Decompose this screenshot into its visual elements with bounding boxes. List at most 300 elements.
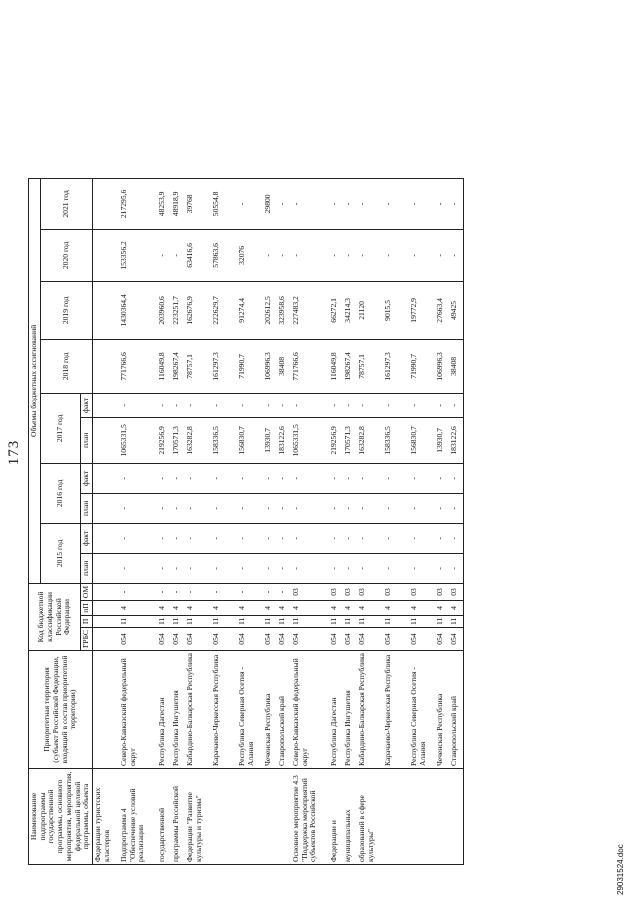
- row-value-cell: -: [383, 393, 409, 417]
- table-row: [211, 178, 237, 864]
- row-om-cell: -: [263, 583, 277, 600]
- row-value-cell: -: [277, 523, 291, 553]
- table-row: [449, 178, 464, 864]
- row-value-cell: 9015,5: [383, 281, 409, 339]
- header-fact-2017: факт: [81, 393, 93, 417]
- row-name-cell: образований в сфере культуры": [357, 769, 383, 865]
- budget-table: [28, 178, 464, 865]
- header-fact-2015: факт: [81, 523, 93, 553]
- row-value-cell: 13930,7: [435, 417, 449, 463]
- row-om-cell: -: [119, 583, 157, 600]
- row-om-cell: -: [211, 583, 237, 600]
- row-value-cell: -: [449, 493, 464, 523]
- row-value-cell: -: [157, 393, 171, 417]
- row-territory-cell: Республика Дагестан: [157, 651, 171, 769]
- row-name-cell: государственной: [157, 769, 171, 865]
- row-value-cell: -: [449, 553, 464, 583]
- row-value-cell: -: [185, 553, 211, 583]
- row-value-cell: -: [291, 229, 329, 281]
- header-fact-2016: факт: [81, 463, 93, 493]
- row-value-cell: [93, 229, 120, 281]
- row-om-cell: -: [185, 583, 211, 600]
- row-value-cell: 57863,6: [211, 229, 237, 281]
- row-grbs-cell: 054: [171, 628, 185, 651]
- row-value-cell: 1065331,5: [291, 417, 329, 463]
- row-value-cell: -: [171, 463, 185, 493]
- row-value-cell: [93, 281, 120, 339]
- row-value-cell: -: [409, 393, 435, 417]
- row-value-cell: -: [157, 229, 171, 281]
- row-territory-cell: Ставропольский край: [277, 651, 291, 769]
- row-name-cell: Федерации "Развитие культуры и туризма": [185, 769, 211, 865]
- row-value-cell: -: [211, 463, 237, 493]
- row-value-cell: -: [211, 553, 237, 583]
- row-value-cell: -: [357, 493, 383, 523]
- header-gp: П: [81, 615, 93, 627]
- row-name-cell: [277, 769, 291, 865]
- row-pgp-cell: 4: [343, 601, 357, 616]
- row-grbs-cell: 054: [449, 628, 464, 651]
- row-value-cell: -: [383, 493, 409, 523]
- row-value-cell: -: [185, 393, 211, 417]
- row-gp-cell: 11: [357, 615, 383, 627]
- row-value-cell: -: [185, 463, 211, 493]
- row-value-cell: -: [171, 553, 185, 583]
- row-value-cell: -: [343, 523, 357, 553]
- row-gp-cell: 11: [211, 615, 237, 627]
- row-gp-cell: 11: [409, 615, 435, 627]
- row-value-cell: -: [237, 178, 263, 229]
- row-value-cell: -: [237, 493, 263, 523]
- row-gp-cell: 11: [277, 615, 291, 627]
- row-value-cell: [93, 417, 120, 463]
- row-value-cell: -: [449, 178, 464, 229]
- row-value-cell: -: [329, 393, 343, 417]
- header-territory: Приоритетная территория (субъект Российской Федерации, входящий в состав приоритетной территории): [29, 651, 93, 769]
- row-grbs-cell: 054: [409, 628, 435, 651]
- table-row: [383, 178, 409, 864]
- row-value-cell: 48253,9: [157, 178, 171, 229]
- row-value-cell: -: [119, 463, 157, 493]
- row-grbs-cell: 054: [435, 628, 449, 651]
- page-number: 173: [6, 439, 22, 466]
- row-value-cell: -: [171, 229, 185, 281]
- row-value-cell: 170571,3: [171, 417, 185, 463]
- row-grbs-cell: 054: [119, 628, 157, 651]
- header-kbk: Код бюджетной классификации Российской Федерации: [29, 583, 81, 650]
- row-territory-cell: Северо-Кавказский федеральный округ: [291, 651, 329, 769]
- table-row: [343, 178, 357, 864]
- row-gp-cell: 11: [329, 615, 343, 627]
- header-year-2019: 2019 год: [40, 281, 92, 339]
- header-year-2017: 2017 год: [40, 393, 81, 463]
- row-value-cell: 49425: [449, 281, 464, 339]
- row-value-cell: -: [157, 553, 171, 583]
- row-value-cell: -: [329, 178, 343, 229]
- row-value-cell: 21120: [357, 281, 383, 339]
- row-value-cell: -: [157, 523, 171, 553]
- row-value-cell: -: [277, 493, 291, 523]
- row-om-cell: -: [277, 583, 291, 600]
- row-value-cell: -: [277, 393, 291, 417]
- row-gp-cell: 11: [343, 615, 357, 627]
- row-value-cell: -: [171, 393, 185, 417]
- row-value-cell: [93, 463, 120, 493]
- row-om-cell: 03: [343, 583, 357, 600]
- row-value-cell: -: [329, 523, 343, 553]
- row-value-cell: -: [435, 229, 449, 281]
- header-year-2018: 2018 год: [40, 339, 92, 393]
- row-value-cell: 219256,9: [157, 417, 171, 463]
- table-row: [291, 178, 329, 864]
- row-value-cell: 38408: [449, 339, 464, 393]
- row-value-cell: -: [277, 178, 291, 229]
- row-value-cell: -: [343, 229, 357, 281]
- row-value-cell: 38408: [277, 339, 291, 393]
- row-value-cell: -: [263, 393, 277, 417]
- row-value-cell: [93, 339, 120, 393]
- header-year-2020: 2020 год: [40, 229, 92, 281]
- row-value-cell: 222629,7: [211, 281, 237, 339]
- row-value-cell: -: [449, 393, 464, 417]
- row-value-cell: 106996,3: [435, 339, 449, 393]
- row-territory-cell: Чеченская Республика: [263, 651, 277, 769]
- row-pgp-cell: [93, 601, 120, 616]
- row-om-cell: 03: [383, 583, 409, 600]
- row-value-cell: 161297,3: [211, 339, 237, 393]
- row-value-cell: 91274,4: [237, 281, 263, 339]
- row-value-cell: -: [383, 553, 409, 583]
- row-value-cell: -: [383, 463, 409, 493]
- row-value-cell: 170571,3: [343, 417, 357, 463]
- row-value-cell: -: [211, 393, 237, 417]
- row-pgp-cell: 4: [263, 601, 277, 616]
- row-value-cell: -: [329, 553, 343, 583]
- row-value-cell: 183122,6: [449, 417, 464, 463]
- header-plan-2017: план: [81, 417, 93, 463]
- row-value-cell: -: [291, 493, 329, 523]
- row-om-cell: 03: [291, 583, 329, 600]
- header-grbs: ГРБС: [81, 628, 93, 651]
- row-grbs-cell: 054: [291, 628, 329, 651]
- row-value-cell: -: [409, 178, 435, 229]
- row-value-cell: -: [435, 393, 449, 417]
- row-name-cell: [435, 769, 449, 865]
- row-om-cell: 03: [449, 583, 464, 600]
- row-value-cell: -: [237, 523, 263, 553]
- row-value-cell: -: [291, 523, 329, 553]
- row-value-cell: 227483,2: [291, 281, 329, 339]
- row-territory-cell: Республика Северная Осетия - Алания: [409, 651, 435, 769]
- row-value-cell: -: [357, 178, 383, 229]
- row-value-cell: 158336,5: [383, 417, 409, 463]
- table-row: [409, 178, 435, 864]
- row-value-cell: 203960,6: [157, 281, 171, 339]
- row-value-cell: -: [185, 493, 211, 523]
- row-name-cell: программы Российской: [171, 769, 185, 865]
- row-value-cell: 63416,6: [185, 229, 211, 281]
- row-pgp-cell: 4: [171, 601, 185, 616]
- table-row: [93, 178, 120, 864]
- row-name-cell: [383, 769, 409, 865]
- row-value-cell: -: [171, 493, 185, 523]
- row-pgp-cell: 4: [449, 601, 464, 616]
- row-gp-cell: 11: [435, 615, 449, 627]
- table-row: [157, 178, 171, 864]
- row-value-cell: 163282,8: [357, 417, 383, 463]
- row-value-cell: -: [291, 463, 329, 493]
- row-value-cell: 198267,4: [343, 339, 357, 393]
- row-value-cell: -: [157, 463, 171, 493]
- row-territory-cell: Карачаево-Черкесская Республика: [211, 651, 237, 769]
- row-grbs-cell: 054: [357, 628, 383, 651]
- row-value-cell: -: [277, 463, 291, 493]
- row-value-cell: -: [357, 553, 383, 583]
- row-value-cell: -: [357, 463, 383, 493]
- row-value-cell: -: [435, 463, 449, 493]
- row-value-cell: 771766,6: [291, 339, 329, 393]
- row-om-cell: 03: [329, 583, 343, 600]
- row-grbs-cell: 054: [237, 628, 263, 651]
- row-value-cell: -: [263, 463, 277, 493]
- row-value-cell: 771766,6: [119, 339, 157, 393]
- row-value-cell: 223251,7: [171, 281, 185, 339]
- row-value-cell: -: [343, 493, 357, 523]
- row-value-cell: 161297,3: [383, 339, 409, 393]
- row-value-cell: -: [119, 393, 157, 417]
- table-row: [277, 178, 291, 864]
- table-header: [29, 178, 93, 864]
- row-value-cell: 29800: [263, 178, 277, 229]
- row-gp-cell: 11: [383, 615, 409, 627]
- row-territory-cell: Республика Ингушетия: [343, 651, 357, 769]
- row-name-cell: [237, 769, 263, 865]
- row-territory-cell: Кабардино-Балкарская Республика: [357, 651, 383, 769]
- row-territory-cell: Республика Ингушетия: [171, 651, 185, 769]
- row-territory-cell: Республика Северная Осетия - Алания: [237, 651, 263, 769]
- row-grbs-cell: 054: [263, 628, 277, 651]
- row-value-cell: -: [409, 523, 435, 553]
- row-value-cell: -: [435, 523, 449, 553]
- row-pgp-cell: 4: [119, 601, 157, 616]
- row-value-cell: 1065331,5: [119, 417, 157, 463]
- row-name-cell: [263, 769, 277, 865]
- row-gp-cell: 11: [185, 615, 211, 627]
- row-value-cell: -: [329, 493, 343, 523]
- row-value-cell: -: [119, 553, 157, 583]
- row-value-cell: 32076: [237, 229, 263, 281]
- row-value-cell: 162676,9: [185, 281, 211, 339]
- row-name-cell: [449, 769, 464, 865]
- row-value-cell: -: [263, 493, 277, 523]
- row-value-cell: -: [291, 553, 329, 583]
- row-value-cell: 156830,7: [409, 417, 435, 463]
- row-value-cell: -: [343, 553, 357, 583]
- header-year-2015: 2015 год: [40, 523, 81, 583]
- row-value-cell: -: [357, 393, 383, 417]
- row-value-cell: -: [277, 229, 291, 281]
- table-row: [171, 178, 185, 864]
- row-pgp-cell: 4: [237, 601, 263, 616]
- table-row: [329, 178, 343, 864]
- row-value-cell: -: [409, 493, 435, 523]
- row-value-cell: -: [357, 229, 383, 281]
- row-value-cell: 27663,4: [435, 281, 449, 339]
- row-value-cell: -: [409, 463, 435, 493]
- row-value-cell: -: [291, 178, 329, 229]
- row-value-cell: 219256,9: [329, 417, 343, 463]
- row-value-cell: -: [211, 523, 237, 553]
- row-pgp-cell: 4: [383, 601, 409, 616]
- table-row: [119, 178, 157, 864]
- row-name-cell: [409, 769, 435, 865]
- row-value-cell: 323958,6: [277, 281, 291, 339]
- row-value-cell: -: [449, 463, 464, 493]
- row-value-cell: -: [449, 229, 464, 281]
- row-gp-cell: [93, 615, 120, 627]
- row-value-cell: 48918,9: [171, 178, 185, 229]
- row-value-cell: 71990,7: [237, 339, 263, 393]
- row-value-cell: -: [157, 493, 171, 523]
- row-value-cell: -: [237, 393, 263, 417]
- row-value-cell: 116049,8: [329, 339, 343, 393]
- row-om-cell: -: [157, 583, 171, 600]
- row-pgp-cell: 4: [211, 601, 237, 616]
- row-grbs-cell: 054: [343, 628, 357, 651]
- row-value-cell: 217295,6: [119, 178, 157, 229]
- row-pgp-cell: 4: [357, 601, 383, 616]
- row-value-cell: -: [383, 523, 409, 553]
- table-row: [357, 178, 383, 864]
- row-pgp-cell: 4: [277, 601, 291, 616]
- row-value-cell: 13930,7: [263, 417, 277, 463]
- row-value-cell: -: [263, 523, 277, 553]
- row-name-cell: Подпрограмма 4 "Обеспечение условий реализации: [119, 769, 157, 865]
- row-value-cell: -: [383, 178, 409, 229]
- row-value-cell: -: [435, 553, 449, 583]
- row-value-cell: -: [357, 523, 383, 553]
- row-value-cell: 50554,8: [211, 178, 237, 229]
- row-value-cell: -: [409, 229, 435, 281]
- row-territory-cell: Кабардино-Балкарская Республика: [185, 651, 211, 769]
- row-gp-cell: 11: [291, 615, 329, 627]
- row-value-cell: 106996,3: [263, 339, 277, 393]
- row-value-cell: [93, 553, 120, 583]
- row-om-cell: 03: [357, 583, 383, 600]
- row-grbs-cell: 054: [211, 628, 237, 651]
- row-value-cell: -: [237, 463, 263, 493]
- row-gp-cell: 11: [157, 615, 171, 627]
- row-gp-cell: 11: [449, 615, 464, 627]
- row-value-cell: 71990,7: [409, 339, 435, 393]
- row-value-cell: [93, 178, 120, 229]
- table-body: [93, 178, 464, 864]
- row-value-cell: -: [185, 523, 211, 553]
- row-om-cell: 03: [435, 583, 449, 600]
- header-plan-2015: план: [81, 553, 93, 583]
- row-territory-cell: [93, 651, 120, 769]
- row-pgp-cell: 4: [435, 601, 449, 616]
- row-value-cell: -: [343, 463, 357, 493]
- row-pgp-cell: 4: [291, 601, 329, 616]
- row-territory-cell: Чеченская Республика: [435, 651, 449, 769]
- row-value-cell: 78757,1: [185, 339, 211, 393]
- row-grbs-cell: 054: [157, 628, 171, 651]
- row-gp-cell: 11: [119, 615, 157, 627]
- row-value-cell: [93, 523, 120, 553]
- header-year-2021: 2021 год: [40, 178, 92, 229]
- row-pgp-cell: 4: [329, 601, 343, 616]
- row-value-cell: 34214,3: [343, 281, 357, 339]
- table-row: [263, 178, 277, 864]
- row-value-cell: [93, 493, 120, 523]
- row-name-cell: Федерации и: [329, 769, 343, 865]
- row-om-cell: -: [171, 583, 185, 600]
- header-year-2016: 2016 год: [40, 463, 81, 523]
- row-value-cell: -: [277, 553, 291, 583]
- header-pgp: пП: [81, 601, 93, 616]
- row-value-cell: -: [435, 178, 449, 229]
- row-pgp-cell: 4: [409, 601, 435, 616]
- row-territory-cell: Карачаево-Черкесская Республика: [383, 651, 409, 769]
- row-value-cell: -: [435, 493, 449, 523]
- row-value-cell: -: [119, 493, 157, 523]
- row-value-cell: 78757,1: [357, 339, 383, 393]
- row-grbs-cell: 054: [185, 628, 211, 651]
- row-value-cell: 158336,5: [211, 417, 237, 463]
- row-value-cell: 202612,5: [263, 281, 277, 339]
- row-gp-cell: 11: [237, 615, 263, 627]
- row-value-cell: -: [119, 523, 157, 553]
- row-value-cell: 1430364,4: [119, 281, 157, 339]
- table-row: [185, 178, 211, 864]
- row-name-cell: муниципальных: [343, 769, 357, 865]
- row-value-cell: -: [343, 178, 357, 229]
- row-value-cell: -: [211, 493, 237, 523]
- row-value-cell: -: [263, 229, 277, 281]
- row-gp-cell: 11: [171, 615, 185, 627]
- row-value-cell: 153356,2: [119, 229, 157, 281]
- row-value-cell: -: [263, 553, 277, 583]
- row-value-cell: -: [171, 523, 185, 553]
- row-value-cell: [93, 393, 120, 417]
- row-grbs-cell: 054: [383, 628, 409, 651]
- header-plan-2016: план: [81, 493, 93, 523]
- row-territory-cell: Северо-Кавказский федеральный округ: [119, 651, 157, 769]
- row-value-cell: 163282,8: [185, 417, 211, 463]
- row-value-cell: -: [383, 229, 409, 281]
- header-name: Наименование подпрограммы государственной программы, основного мероприятия, мероприятия, федеральной целевой программы, объекта: [29, 769, 93, 865]
- row-value-cell: -: [237, 553, 263, 583]
- row-territory-cell: Ставропольский край: [449, 651, 464, 769]
- row-value-cell: 116049,8: [157, 339, 171, 393]
- row-grbs-cell: [93, 628, 120, 651]
- row-territory-cell: Республика Дагестан: [329, 651, 343, 769]
- row-grbs-cell: 054: [329, 628, 343, 651]
- row-value-cell: 19772,9: [409, 281, 435, 339]
- row-value-cell: -: [409, 553, 435, 583]
- row-value-cell: 156830,7: [237, 417, 263, 463]
- row-gp-cell: 11: [263, 615, 277, 627]
- row-om-cell: [93, 583, 120, 600]
- row-value-cell: 66272,1: [329, 281, 343, 339]
- row-value-cell: -: [329, 229, 343, 281]
- table-row: [237, 178, 263, 864]
- row-name-cell: Основное мероприятие 4.3 "Поддержка мероприятий субъектов Российской: [291, 769, 329, 865]
- row-value-cell: -: [449, 523, 464, 553]
- row-name-cell: Федерации туристских кластеров: [93, 769, 120, 865]
- row-value-cell: 198267,4: [171, 339, 185, 393]
